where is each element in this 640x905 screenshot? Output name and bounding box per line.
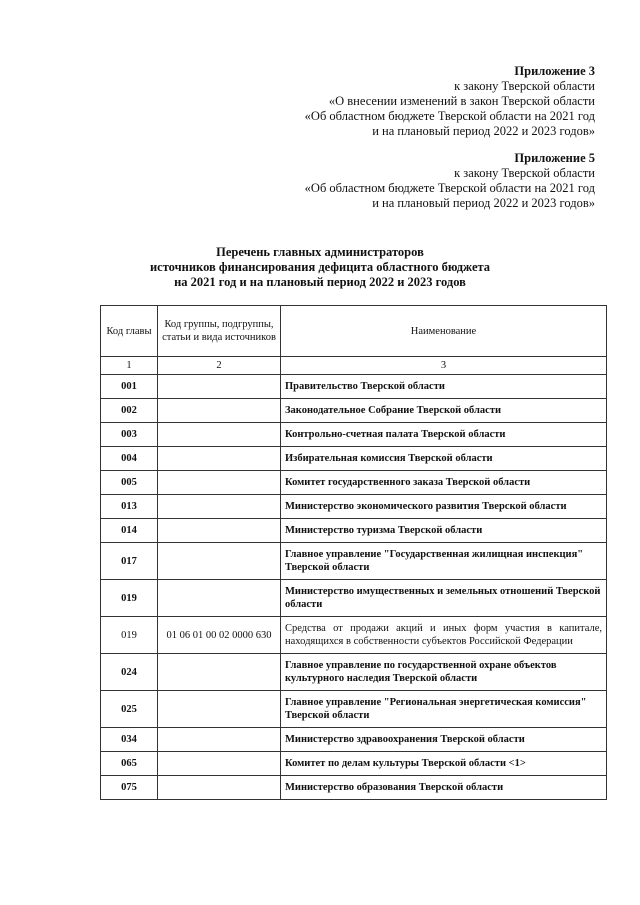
table-row — [101, 543, 607, 580]
appendix-3-title: Приложение 3 — [514, 64, 595, 78]
table-row — [101, 375, 607, 399]
table-header-row — [101, 306, 607, 357]
row-code: 004 — [101, 447, 158, 471]
row-code: 019 — [101, 617, 158, 654]
header-code: Код главы — [101, 306, 158, 357]
row-source-code — [158, 580, 281, 617]
row-source-code — [158, 752, 281, 776]
header-source-code: Код группы, подгруппы, статьи и вида источников — [158, 306, 281, 357]
row-name: Министерство имущественных и земельных отношений Тверской области — [281, 580, 607, 617]
column-number-row — [101, 357, 607, 375]
appendix-3-line: к закону Тверской области — [454, 79, 595, 93]
row-name: Министерство здравоохранения Тверской области — [281, 728, 607, 752]
appendix-5-line: к закону Тверской области — [454, 166, 595, 180]
row-code: 065 — [101, 752, 158, 776]
row-source-code — [158, 728, 281, 752]
row-name: Правительство Тверской области — [281, 375, 607, 399]
column-number: 3 — [281, 357, 607, 375]
row-source-code: 01 06 01 00 02 0000 630 — [158, 617, 281, 654]
appendix-5-header — [305, 151, 595, 211]
table-row — [101, 495, 607, 519]
row-name: Избирательная комиссия Тверской области — [281, 447, 607, 471]
table-row — [101, 471, 607, 495]
table-row — [101, 691, 607, 728]
row-source-code — [158, 691, 281, 728]
column-number: 1 — [101, 357, 158, 375]
table-row — [101, 447, 607, 471]
row-name: Комитет государственного заказа Тверской области — [281, 471, 607, 495]
administrators-table — [100, 305, 607, 800]
row-code: 013 — [101, 495, 158, 519]
table-row — [101, 399, 607, 423]
appendix-3-header — [305, 64, 595, 139]
row-name: Главное управление по государственной охране объектов культурного наследия Тверской области — [281, 654, 607, 691]
row-source-code — [158, 543, 281, 580]
document-title — [0, 245, 640, 290]
row-source-code — [158, 375, 281, 399]
document-title-line: Перечень главных администраторов — [216, 245, 424, 259]
appendix-5-title: Приложение 5 — [514, 151, 595, 165]
row-name: Комитет по делам культуры Тверской области <1> — [281, 752, 607, 776]
table-row — [101, 519, 607, 543]
row-source-code — [158, 447, 281, 471]
row-code: 003 — [101, 423, 158, 447]
appendix-3-line: и на плановый период 2022 и 2023 годов» — [372, 124, 595, 138]
column-number: 2 — [158, 357, 281, 375]
table-row — [101, 752, 607, 776]
row-source-code — [158, 495, 281, 519]
row-code: 025 — [101, 691, 158, 728]
row-source-code — [158, 654, 281, 691]
row-code: 002 — [101, 399, 158, 423]
table-row — [101, 728, 607, 752]
row-source-code — [158, 399, 281, 423]
appendix-5-line: и на плановый период 2022 и 2023 годов» — [372, 196, 595, 210]
row-code: 014 — [101, 519, 158, 543]
row-name: Министерство экономического развития Тверской области — [281, 495, 607, 519]
row-code: 019 — [101, 580, 158, 617]
table-row — [101, 423, 607, 447]
row-source-code — [158, 471, 281, 495]
row-name: Законодательное Собрание Тверской области — [281, 399, 607, 423]
row-code: 034 — [101, 728, 158, 752]
table-row — [101, 654, 607, 691]
row-name: Министерство образования Тверской области — [281, 776, 607, 800]
appendix-3-line: «О внесении изменений в закон Тверской области — [328, 94, 595, 108]
document-title-line: источников финансирования дефицита областного бюджета — [149, 260, 491, 274]
row-name: Главное управление "Региональная энергетическая комиссия" Тверской области — [281, 691, 607, 728]
appendix-3-line: «Об областном бюджете Тверской области на 2021 год — [304, 109, 595, 123]
table-row — [101, 617, 607, 654]
row-name: Контрольно-счетная палата Тверской области — [281, 423, 607, 447]
row-source-code — [158, 519, 281, 543]
row-name: Средства от продажи акций и иных форм участия в капитале, находящихся в собственности субъектов Российской Федерации — [281, 617, 607, 654]
row-code: 001 — [101, 375, 158, 399]
row-source-code — [158, 776, 281, 800]
document-title-line: на 2021 год и на плановый период 2022 и 2023 годов — [174, 275, 466, 289]
row-name: Главное управление "Государственная жилищная инспекция" Тверской области — [281, 543, 607, 580]
table-row — [101, 580, 607, 617]
appendix-5-line: «Об областном бюджете Тверской области на 2021 год — [304, 181, 595, 195]
row-name: Министерство туризма Тверской области — [281, 519, 607, 543]
row-source-code — [158, 423, 281, 447]
table-row — [101, 776, 607, 800]
row-code: 017 — [101, 543, 158, 580]
row-code: 075 — [101, 776, 158, 800]
header-name: Наименование — [281, 306, 607, 357]
row-code: 005 — [101, 471, 158, 495]
row-code: 024 — [101, 654, 158, 691]
